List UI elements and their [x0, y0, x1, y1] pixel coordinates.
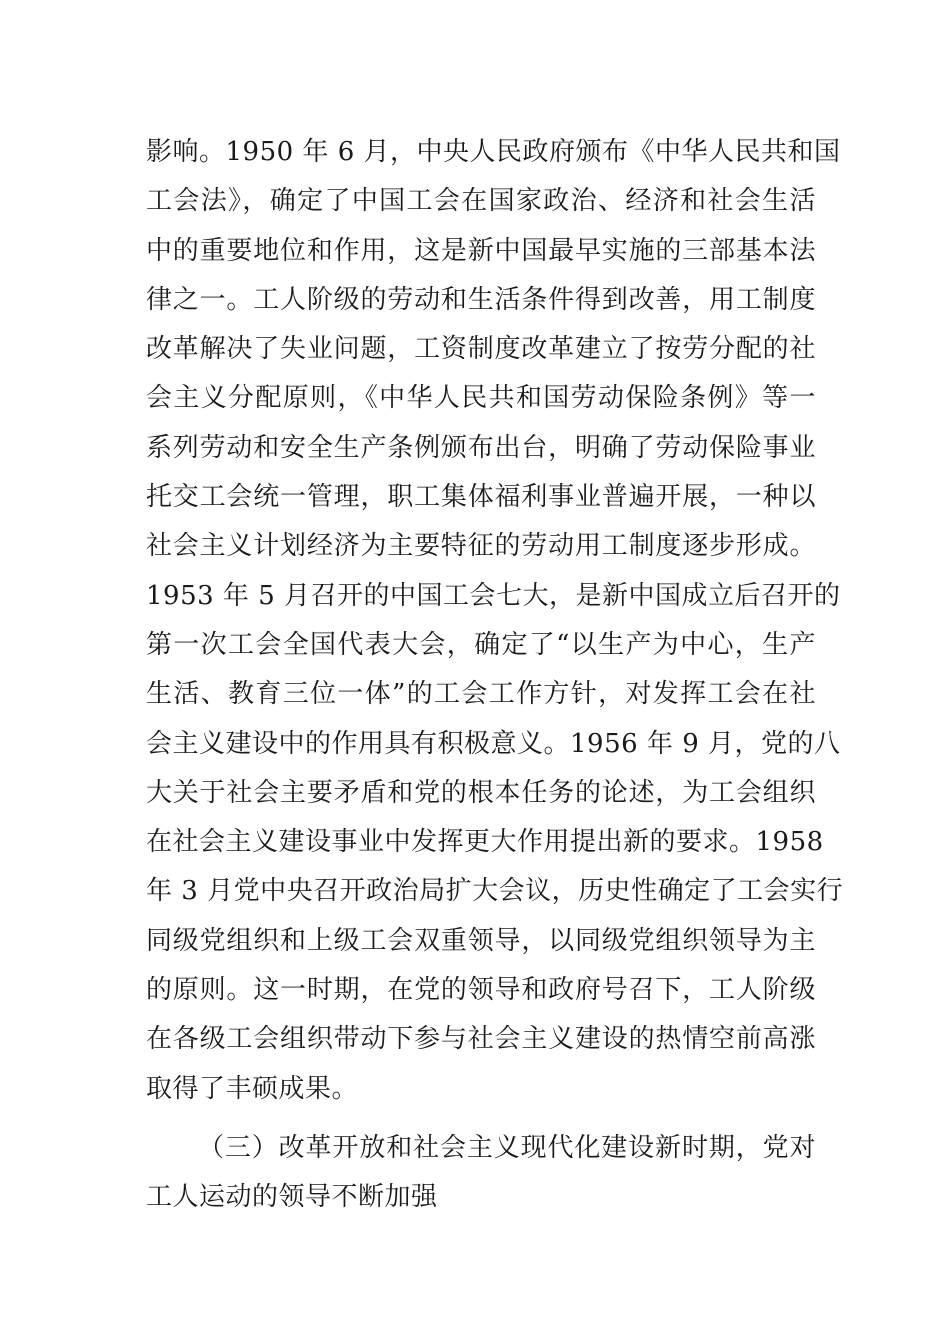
paragraph-line: 系列劳动和安全生产条例颁布出台，明确了劳动保险事业 [146, 432, 816, 463]
paragraph-line: 中的重要地位和作用，这是新中国最早实施的三部基本法 [146, 235, 816, 266]
paragraph-line: 律之一。工人阶级的劳动和生活条件得到改善，用工制度 [146, 284, 816, 315]
paragraph-line: 社会主义计划经济为主要特征的劳动用工制度逐步形成。 [146, 531, 816, 562]
paragraph-line: 年 3 月党中央召开政治局扩大会议，历史性确定了工会实行 [146, 876, 844, 907]
paragraph-line: 托交工会统一管理，职工集体福利事业普遍开展，一种以 [146, 482, 816, 513]
paragraph-line: 影响。1950 年 6 月，中央人民政府颁布《中华人民共和国 [146, 137, 841, 167]
paragraph-line: 改革解决了失业问题，工资制度改革建立了按劳分配的社 [146, 334, 816, 365]
paragraph-gap [146, 1114, 816, 1124]
section-heading-line: 工人运动的领导不断加强 [146, 1182, 438, 1213]
section-heading-line: （三）改革开放和社会主义现代化建设新时期，党对 [198, 1132, 816, 1163]
paragraph-line: 工会法》，确定了中国工会在国家政治、经济和社会生活 [146, 186, 816, 217]
paragraph-line: 大关于社会主要矛盾和党的根本任务的论述，为工会组织 [146, 777, 816, 808]
paragraph-line: 同级党组织和上级工会双重领导，以同级党组织领导为主 [146, 925, 816, 956]
paragraph-line: 在社会主义建设事业中发挥更大作用提出新的要求。1958 [146, 827, 824, 858]
paragraph-line: 第一次工会全国代表大会，确定了“以生产为中心，生产 [146, 629, 816, 660]
paragraph-line: 1953 年 5 月召开的中国工会七大，是新中国成立后召开的 [146, 580, 841, 611]
paragraph-line: 会主义分配原则，《中华人民共和国劳动保险条例》等一 [146, 383, 816, 414]
paragraph-line: 在各级工会组织带动下参与社会主义建设的热情空前高涨 [146, 1024, 816, 1055]
body-text [146, 128, 844, 1223]
paragraph-line: 会主义建设中的作用具有积极意义。1956 年 9 月，党的八 [146, 728, 841, 759]
paragraph-line: 生活、教育三位一体”的工会工作方针，对发挥工会在社 [146, 679, 816, 710]
paragraph-line: 取得了丰硕成果。 [146, 1073, 359, 1104]
paragraph-line: 的原则。这一时期，在党的领导和政府号召下，工人阶级 [146, 975, 816, 1006]
